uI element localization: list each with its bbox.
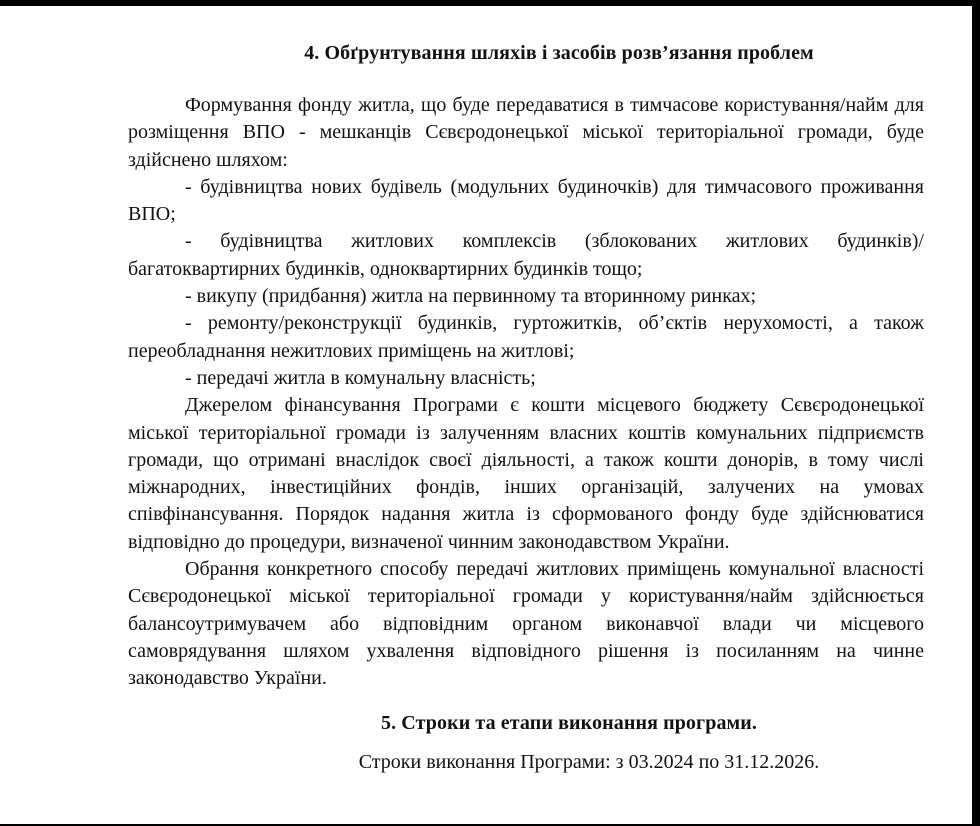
list-item: - будівництва нових будівель (модульних будиночків) для тимчасового проживання ВПО;	[128, 175, 924, 226]
choice-paragraph: Обрання конкретного способу передачі житлових приміщень комунальної власності Сєвєродонецької міської територіальної громади у користування/найм здійснюється балансоутримувачем або відповідним органом виконавчої влади чи місцевого самоврядування шляхом ухвалення відповідного рішення із посиланням на чинне законодавство України.	[128, 558, 924, 690]
list-item: - будівництва житлових комплексів (зблокованих житлових будинків)/багатоквартирних будинків, одноквартирних будинків тощо;	[128, 230, 924, 280]
section-5-title: 5. Строки та етапи виконання програми.	[381, 711, 757, 734]
list-item: - передачі житла в комунальну власність;	[185, 366, 536, 389]
document-page	[0, 6, 972, 824]
section-4-title: 4. Обґрунтування шляхів і засобів розв’язання проблем	[304, 42, 814, 64]
list-item: - викупу (придбання) житла на первинному та вторинному ринках;	[185, 285, 757, 308]
schedule-line: Строки виконання Програми: з 03.2024 по 31.12.2026.	[358, 750, 820, 773]
document-body	[128, 42, 924, 776]
section-4-intro-paragraph: Формування фонду житла, що буде передаватися в тимчасове користування/найм для розміщення ВПО - мешканців Сєвєродонецької міської територіальної громади, буде здійснено шляхом:	[128, 94, 924, 171]
funding-paragraph: Джерелом фінансування Програми є кошти місцевого бюджету Сєвєродонецької міської територіальної громади із залученням власних коштів комунальних підприємств громади, що отримані внаслідок своєї діяльності, а також кошти донорів, в тому числі міжнародних, інвестиційних фондів, інших організацій, залучених на умовах співфінансування. Порядок надання житла із сформованого фонду буде здійснюватися відповідно до процедури, визначеної чинним законодавством України.	[128, 394, 924, 553]
list-item: - ремонту/реконструкції будинків, гуртожитків, об’єктів нерухомості, а також переобладнання нежитлових приміщень на житлові;	[128, 312, 924, 362]
